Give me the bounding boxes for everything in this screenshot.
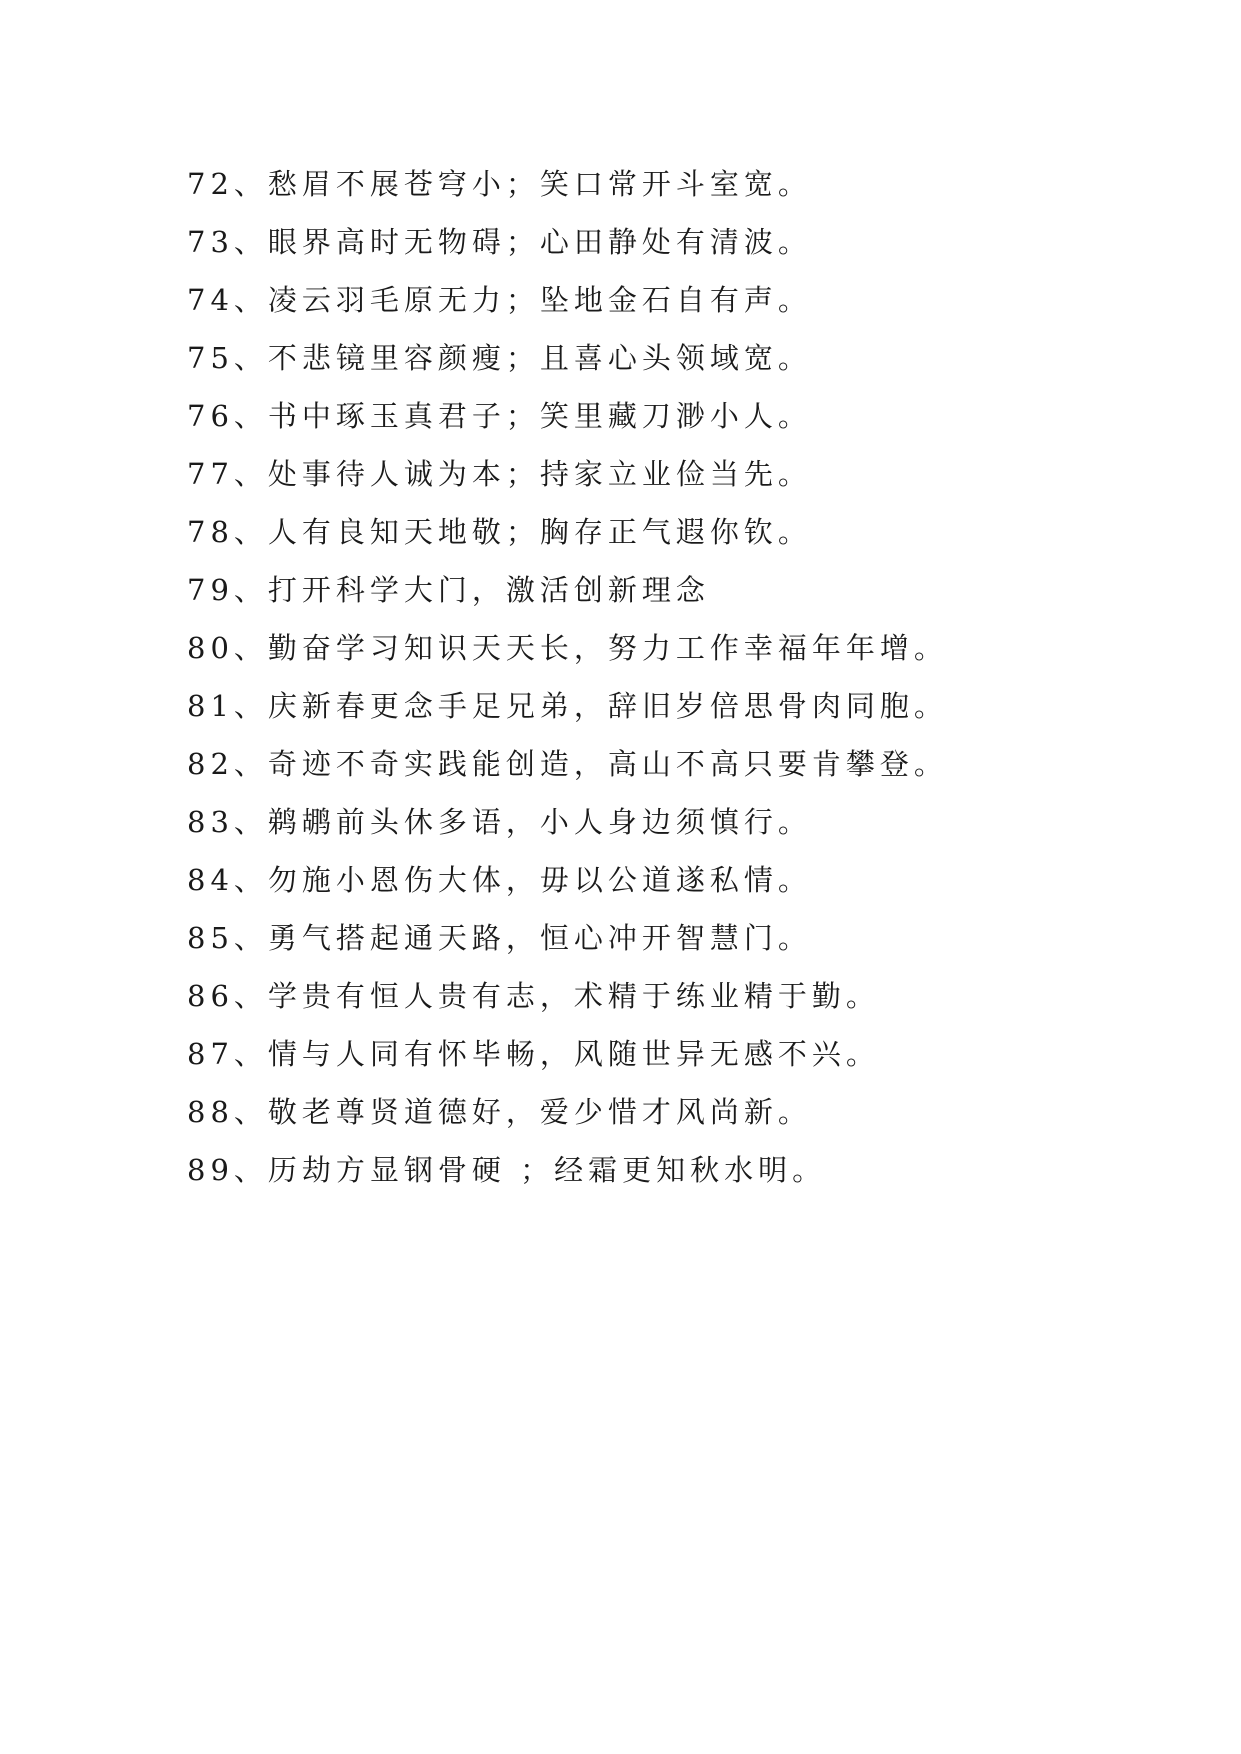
couplet-list bbox=[187, 155, 948, 1199]
couplet-line: 79、打开科学大门，激活创新理念 bbox=[187, 573, 710, 607]
couplet-line: 76、书中琢玉真君子；笑里藏刀渺小人。 bbox=[187, 399, 812, 433]
couplet-line: 75、不悲镜里容颜瘦；且喜心头领域宽。 bbox=[187, 341, 812, 375]
couplet-line: 80、勤奋学习知识天天长，努力工作幸福年年增。 bbox=[187, 631, 948, 665]
couplet-line: 86、学贵有恒人贵有志，术精于练业精于勤。 bbox=[187, 979, 880, 1013]
couplet-line: 82、奇迹不奇实践能创造，高山不高只要肯攀登。 bbox=[187, 747, 948, 781]
couplet-line: 81、庆新春更念手足兄弟，辞旧岁倍思骨肉同胞。 bbox=[187, 689, 948, 723]
couplet-line: 85、勇气搭起通天路，恒心冲开智慧门。 bbox=[187, 921, 812, 955]
couplet-line: 84、勿施小恩伤大体，毋以公道遂私情。 bbox=[187, 863, 812, 897]
couplet-line: 77、处事待人诚为本；持家立业俭当先。 bbox=[187, 457, 812, 491]
couplet-line: 87、情与人同有怀毕畅，风随世异无感不兴。 bbox=[187, 1037, 880, 1071]
couplet-line: 74、凌云羽毛原无力；坠地金石自有声。 bbox=[187, 283, 812, 317]
couplet-line: 88、敬老尊贤道德好，爱少惜才风尚新。 bbox=[187, 1095, 812, 1129]
couplet-line: 89、历劫方显钢骨硬 ；经霜更知秋水明。 bbox=[187, 1153, 827, 1187]
couplet-line: 78、人有良知天地敬；胸存正气遐你钦。 bbox=[187, 515, 812, 549]
couplet-line: 73、眼界高时无物碍；心田静处有清波。 bbox=[187, 225, 812, 259]
couplet-line: 83、鹈鹕前头休多语，小人身边须慎行。 bbox=[187, 805, 812, 839]
couplet-line: 72、愁眉不展苍穹小；笑口常开斗室宽。 bbox=[187, 167, 812, 201]
